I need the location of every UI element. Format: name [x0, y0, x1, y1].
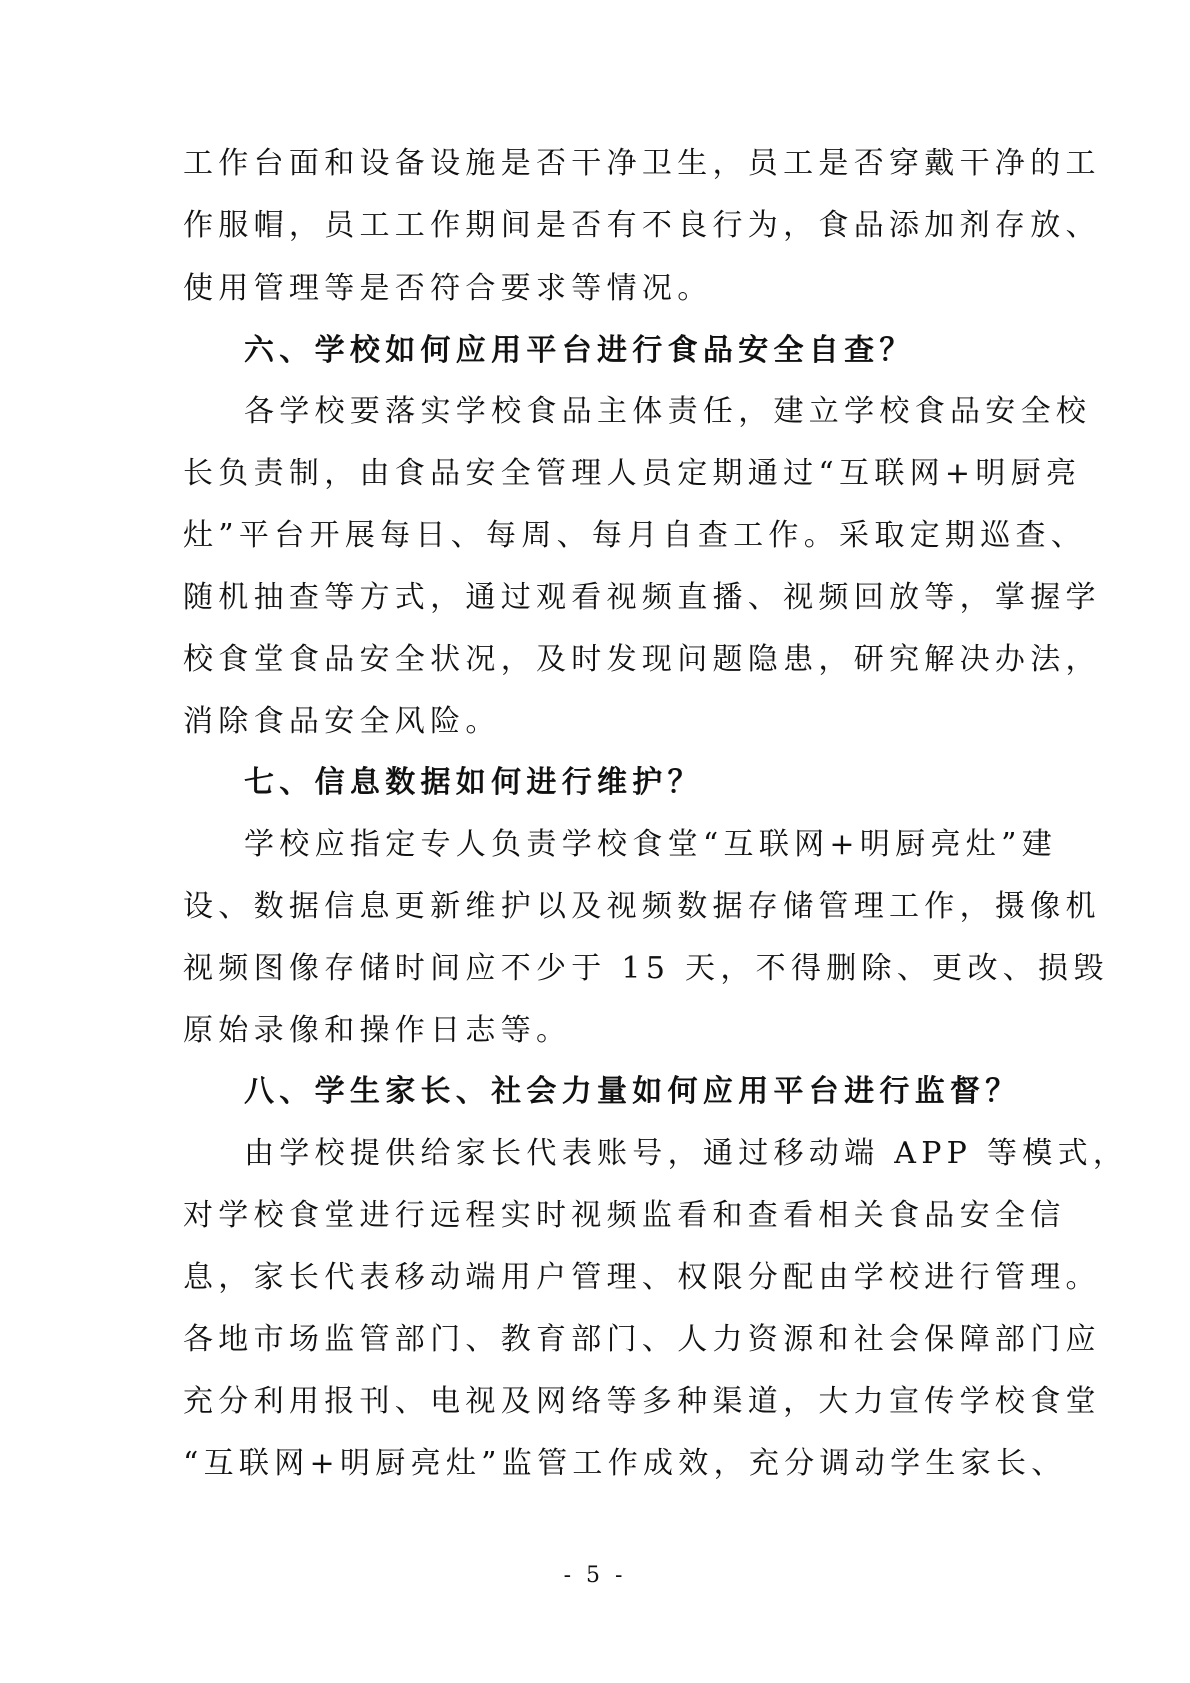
paragraph-line: 使用管理等是否符合要求等情况。: [183, 271, 713, 306]
paragraph-line: 原始录像和操作日志等。: [183, 1013, 572, 1048]
paragraph-line: “互联网+明厨亮灶”监管工作成效，充分调动学生家长、: [183, 1446, 1067, 1481]
paragraph-line: 消除食品安全风险。: [183, 704, 501, 739]
paragraph-line: 对学校食堂进行远程实时视频监看和查看相关食品安全信: [183, 1198, 1066, 1233]
paragraph-line: 视频图像存储时间应不少于 15 天，不得删除、更改、损毁: [183, 951, 1109, 986]
paragraph-line: 由学校提供给家长代表账号，通过移动端 APP 等模式，: [244, 1136, 1129, 1171]
paragraph-line: 长负责制，由食品安全管理人员定期通过“互联网+明厨亮: [183, 456, 1082, 491]
paragraph-line: 灶”平台开展每日、每周、每月自查工作。采取定期巡查、: [183, 518, 1087, 553]
paragraph-line: 充分利用报刊、电视及网络等多种渠道，大力宣传学校食堂: [183, 1384, 1101, 1419]
section-heading-7: 七、信息数据如何进行维护？: [244, 765, 703, 800]
paragraph-line: 各学校要落实学校食品主体责任，建立学校食品安全校: [244, 394, 1092, 429]
paragraph-line: 各地市场监管部门、教育部门、人力资源和社会保障部门应: [183, 1322, 1101, 1357]
paragraph-line: 工作台面和设备设施是否干净卫生，员工是否穿戴干净的工: [183, 146, 1101, 181]
section-heading-8: 八、学生家长、社会力量如何应用平台进行监督？: [244, 1074, 1021, 1109]
paragraph-line: 学校应指定专人负责学校食堂“互联网+明厨亮灶”建: [244, 827, 1058, 862]
paragraph-line: 随机抽查等方式，通过观看视频直播、视频回放等，掌握学: [183, 580, 1101, 615]
paragraph-line: 设、数据信息更新维护以及视频数据存储管理工作，摄像机: [183, 889, 1101, 924]
section-heading-6: 六、学校如何应用平台进行食品安全自查？: [244, 333, 915, 368]
paragraph-line: 校食堂食品安全状况，及时发现问题隐患，研究解决办法，: [183, 642, 1101, 677]
paragraph-line: 作服帽，员工工作期间是否有不良行为，食品添加剂存放、: [183, 208, 1101, 243]
page-number: - 5 -: [563, 1563, 627, 1588]
paragraph-line: 息，家长代表移动端用户管理、权限分配由学校进行管理。: [183, 1260, 1101, 1295]
